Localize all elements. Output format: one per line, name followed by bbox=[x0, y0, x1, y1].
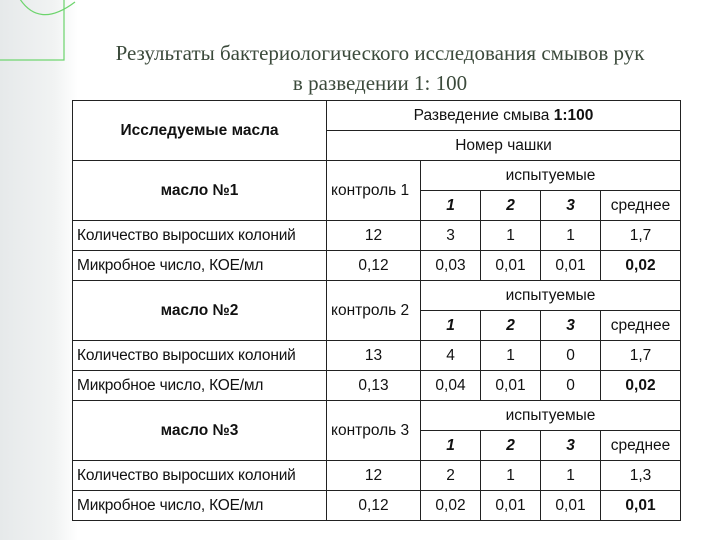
dish-number: 2 bbox=[481, 431, 541, 461]
deco-arc-top bbox=[18, 0, 75, 15]
group-3-header-row bbox=[73, 401, 681, 431]
dish-value: 0,01 bbox=[481, 251, 541, 281]
table-row bbox=[73, 491, 681, 521]
control-value: 0,12 bbox=[327, 491, 421, 521]
test-label: испытуемые bbox=[421, 161, 681, 191]
dish-number: 2 bbox=[481, 311, 541, 341]
dish-value: 0,01 bbox=[541, 491, 601, 521]
table-row bbox=[73, 341, 681, 371]
average-label: среднее bbox=[601, 311, 681, 341]
header-dilution-label: Разведение смыва bbox=[413, 106, 554, 124]
test-label: испытуемые bbox=[421, 401, 681, 431]
header-dish-number: Номер чашки bbox=[327, 131, 681, 161]
header-oils: Исследуемые масла bbox=[73, 101, 327, 161]
dish-value: 0,01 bbox=[481, 371, 541, 401]
results-table bbox=[72, 100, 681, 521]
row-label: Микробное число, КОЕ/мл bbox=[73, 251, 327, 281]
average-value: 0,02 bbox=[601, 251, 681, 281]
average-value: 0,02 bbox=[601, 371, 681, 401]
control-2-label: контроль 2 bbox=[327, 281, 421, 341]
control-value: 0,12 bbox=[327, 251, 421, 281]
dish-value: 1 bbox=[541, 461, 601, 491]
deco-square-outline bbox=[0, 0, 64, 60]
oil-3-label: масло №3 bbox=[73, 401, 327, 461]
row-label: Количество выросших колоний bbox=[73, 341, 327, 371]
average-value: 1,3 bbox=[601, 461, 681, 491]
dish-value: 4 bbox=[421, 341, 481, 371]
control-value: 13 bbox=[327, 341, 421, 371]
row-label: Количество выросших колоний bbox=[73, 461, 327, 491]
dish-value: 3 bbox=[421, 221, 481, 251]
dish-value: 0 bbox=[541, 341, 601, 371]
dish-value: 1 bbox=[541, 221, 601, 251]
dish-value: 1 bbox=[481, 461, 541, 491]
control-value: 12 bbox=[327, 221, 421, 251]
average-value: 1,7 bbox=[601, 341, 681, 371]
title-line-1: Результаты бактериологического исследования смывов рук bbox=[115, 41, 645, 65]
dish-value: 0 bbox=[541, 371, 601, 401]
slide-title bbox=[60, 38, 700, 98]
table-row bbox=[73, 251, 681, 281]
table-row bbox=[73, 461, 681, 491]
results-table-container bbox=[72, 100, 680, 521]
dish-number: 2 bbox=[481, 191, 541, 221]
dish-number: 3 bbox=[541, 311, 601, 341]
table-row bbox=[73, 221, 681, 251]
dish-value: 0,01 bbox=[481, 491, 541, 521]
test-label: испытуемые bbox=[421, 281, 681, 311]
dish-number: 3 bbox=[541, 191, 601, 221]
dish-number: 1 bbox=[421, 311, 481, 341]
header-row-1 bbox=[73, 101, 681, 131]
oil-1-label: масло №1 bbox=[73, 161, 327, 221]
average-label: среднее bbox=[601, 431, 681, 461]
control-1-label: контроль 1 bbox=[327, 161, 421, 221]
control-value: 0,13 bbox=[327, 371, 421, 401]
header-dilution bbox=[327, 101, 681, 131]
dish-value: 1 bbox=[481, 221, 541, 251]
control-value: 12 bbox=[327, 461, 421, 491]
oil-2-label: масло №2 bbox=[73, 281, 327, 341]
dish-value: 2 bbox=[421, 461, 481, 491]
group-1-header-row bbox=[73, 161, 681, 191]
average-value: 0,01 bbox=[601, 491, 681, 521]
average-value: 1,7 bbox=[601, 221, 681, 251]
average-label: среднее bbox=[601, 191, 681, 221]
group-2-header-row bbox=[73, 281, 681, 311]
dish-value: 0,04 bbox=[421, 371, 481, 401]
table-row bbox=[73, 371, 681, 401]
dish-value: 0,02 bbox=[421, 491, 481, 521]
row-label: Микробное число, КОЕ/мл bbox=[73, 371, 327, 401]
dish-value: 0,01 bbox=[541, 251, 601, 281]
dish-number: 1 bbox=[421, 191, 481, 221]
dish-number: 1 bbox=[421, 431, 481, 461]
dish-value: 0,03 bbox=[421, 251, 481, 281]
control-3-label: контроль 3 bbox=[327, 401, 421, 461]
title-line-2: в разведении 1: 100 bbox=[292, 71, 468, 95]
row-label: Количество выросших колоний bbox=[73, 221, 327, 251]
dish-value: 1 bbox=[481, 341, 541, 371]
row-label: Микробное число, КОЕ/мл bbox=[73, 491, 327, 521]
header-dilution-value: 1:100 bbox=[553, 106, 594, 124]
dish-number: 3 bbox=[541, 431, 601, 461]
